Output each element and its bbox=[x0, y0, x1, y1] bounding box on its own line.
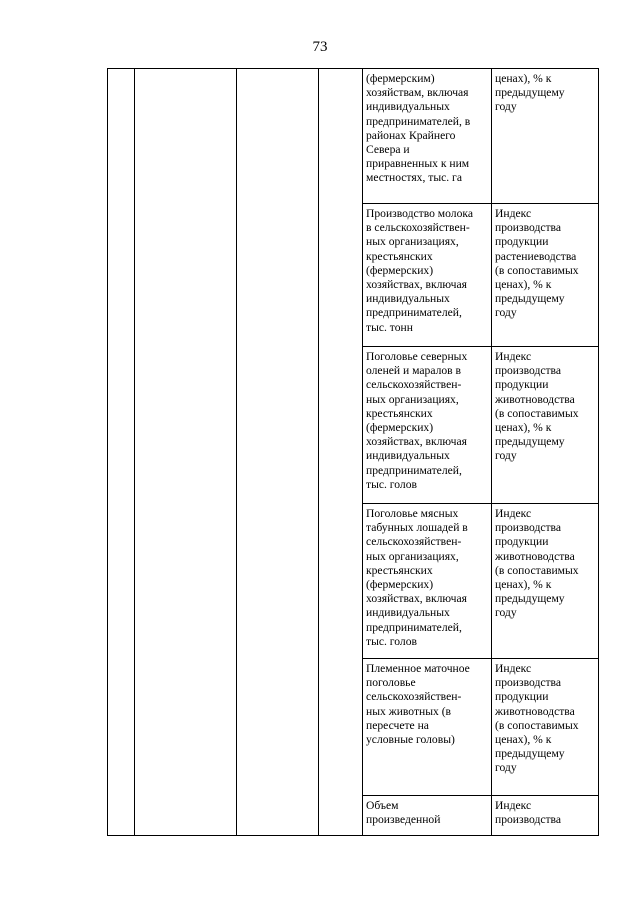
result-text-line: предыдущему bbox=[495, 292, 565, 306]
result-text-line: животноводства bbox=[495, 392, 575, 406]
result-text-line: производства bbox=[495, 364, 562, 378]
result-text-line: ценах), % к bbox=[495, 278, 552, 292]
table-container bbox=[107, 68, 599, 836]
result-text-line: предыдущему bbox=[495, 435, 565, 449]
indicator-text-line: пересчете на bbox=[366, 718, 429, 732]
result-cell bbox=[492, 204, 599, 347]
column-1-cell bbox=[108, 69, 135, 836]
indicator-text-line: поголовье bbox=[366, 676, 416, 690]
indicator-cell bbox=[363, 504, 492, 659]
indicator-text-line: сельскохозяйствен- bbox=[366, 535, 462, 549]
indicator-text-line: предпринимателей, bbox=[366, 620, 462, 634]
indicator-text-line: предпринимателей, bbox=[366, 306, 462, 320]
indicator-text-line: крестьянских bbox=[366, 563, 433, 577]
indicator-text-line: сельскохозяйствен- bbox=[366, 378, 462, 392]
result-text-line: ценах), % к bbox=[495, 733, 552, 747]
result-text-line: (в сопоставимых bbox=[495, 563, 579, 577]
result-text-line: Индекс bbox=[495, 207, 532, 220]
result-text-line: производства bbox=[495, 813, 562, 827]
indicator-text-line: (фермерских) bbox=[366, 578, 434, 592]
result-text-line: году bbox=[495, 761, 517, 775]
result-text-line: производства bbox=[495, 676, 562, 690]
page-number: 73 bbox=[312, 39, 328, 55]
indicator-cell bbox=[363, 659, 492, 796]
indicator-text-line: районах Крайнего bbox=[366, 128, 456, 142]
result-text-line: продукции bbox=[495, 535, 549, 549]
indicator-text-line: ных животных (в bbox=[366, 704, 452, 718]
result-text-line: производства bbox=[495, 521, 562, 535]
indicator-text-line: ных организациях, bbox=[366, 549, 459, 563]
indicator-text-line: условные головы) bbox=[366, 733, 455, 747]
result-text-line: продукции bbox=[495, 378, 549, 392]
indicator-text-line: (фермерским) bbox=[366, 72, 435, 85]
indicator-text-line: ных организациях, bbox=[366, 235, 459, 249]
indicator-text-line: в сельскохозяйствен- bbox=[366, 221, 470, 235]
result-text-line: Индекс bbox=[495, 662, 532, 675]
indicator-text-line: Производство молока bbox=[366, 207, 473, 220]
indicator-text-line: тыс. голов bbox=[366, 634, 417, 648]
result-text-line: предыдущему bbox=[495, 86, 565, 100]
result-cell bbox=[492, 796, 599, 836]
column-3-cell bbox=[237, 69, 319, 836]
result-text-line: Индекс bbox=[495, 350, 532, 363]
indicator-text-line: крестьянских bbox=[366, 249, 433, 263]
result-text-line: животноводства bbox=[495, 704, 575, 718]
result-text-line: Индекс bbox=[495, 799, 532, 812]
result-cell bbox=[492, 504, 599, 659]
indicator-text-line: хозяйствах, включая bbox=[366, 435, 467, 449]
indicator-text-line: (фермерских) bbox=[366, 421, 434, 435]
result-cell bbox=[492, 347, 599, 504]
indicator-cell bbox=[363, 204, 492, 347]
result-text-line: предыдущему bbox=[495, 592, 565, 606]
indicator-text-line: индивидуальных bbox=[366, 606, 450, 620]
result-text-line: продукции bbox=[495, 235, 549, 249]
indicator-text-line: крестьянских bbox=[366, 406, 433, 420]
indicator-text-line: ных организациях, bbox=[366, 392, 459, 406]
result-text-line: предыдущему bbox=[495, 747, 565, 761]
indicator-text-line: хозяйствах, включая bbox=[366, 278, 467, 292]
result-text-line: году bbox=[495, 306, 517, 320]
result-text-line: ценах), % к bbox=[495, 421, 552, 435]
indicator-text-line: тыс. тонн bbox=[366, 320, 413, 334]
table-body bbox=[108, 69, 599, 836]
result-text-line: продукции bbox=[495, 690, 549, 704]
indicator-text-line: (фермерских) bbox=[366, 263, 434, 277]
column-2-cell bbox=[135, 69, 237, 836]
indicator-text-line: оленей и маралов в bbox=[366, 364, 462, 378]
indicator-cell bbox=[363, 347, 492, 504]
indicator-text-line: хозяйствам, включая bbox=[366, 86, 469, 100]
indicator-text-line: приравненных к ним bbox=[366, 157, 470, 171]
indicator-text-line: Племенное маточное bbox=[366, 662, 470, 675]
result-text-line: растениеводства bbox=[495, 249, 577, 263]
indicator-text-line: Поголовье северных bbox=[366, 350, 468, 363]
result-cell bbox=[492, 69, 599, 204]
indicator-text-line: местностях, тыс. га bbox=[366, 171, 462, 185]
result-text-line: ценах), % к bbox=[495, 72, 552, 85]
indicator-text-line: предпринимателей, bbox=[366, 463, 462, 477]
result-text-line: животноводства bbox=[495, 549, 575, 563]
indicator-text-line: табунных лошадей в bbox=[366, 521, 468, 535]
result-text-line: году bbox=[495, 100, 517, 114]
indicator-text-line: произведенной bbox=[366, 813, 441, 827]
result-text-line: году bbox=[495, 606, 517, 620]
result-text-line: году bbox=[495, 449, 517, 463]
result-text-line: Индекс bbox=[495, 507, 532, 520]
result-text-line: (в сопоставимых bbox=[495, 406, 579, 420]
indicator-text-line: Объем bbox=[366, 799, 399, 812]
indicator-text-line: сельскохозяйствен- bbox=[366, 690, 462, 704]
indicator-text-line: Поголовье мясных bbox=[366, 507, 459, 520]
indicators-table bbox=[107, 68, 599, 836]
result-text-line: (в сопоставимых bbox=[495, 263, 579, 277]
table-row bbox=[108, 69, 599, 204]
column-4-cell bbox=[319, 69, 363, 836]
indicator-text-line: индивидуальных bbox=[366, 292, 450, 306]
indicator-text-line: индивидуальных bbox=[366, 100, 450, 114]
result-cell bbox=[492, 659, 599, 796]
indicator-text-line: тыс. голов bbox=[366, 477, 417, 491]
indicator-cell bbox=[363, 796, 492, 836]
result-text-line: (в сопоставимых bbox=[495, 718, 579, 732]
indicator-text-line: предпринимателей, в bbox=[366, 114, 471, 128]
indicator-cell bbox=[363, 69, 492, 204]
result-text-line: ценах), % к bbox=[495, 578, 552, 592]
result-text-line: производства bbox=[495, 221, 562, 235]
indicator-text-line: хозяйствах, включая bbox=[366, 592, 467, 606]
indicator-text-line: индивидуальных bbox=[366, 449, 450, 463]
indicator-text-line: Севера и bbox=[366, 143, 410, 157]
